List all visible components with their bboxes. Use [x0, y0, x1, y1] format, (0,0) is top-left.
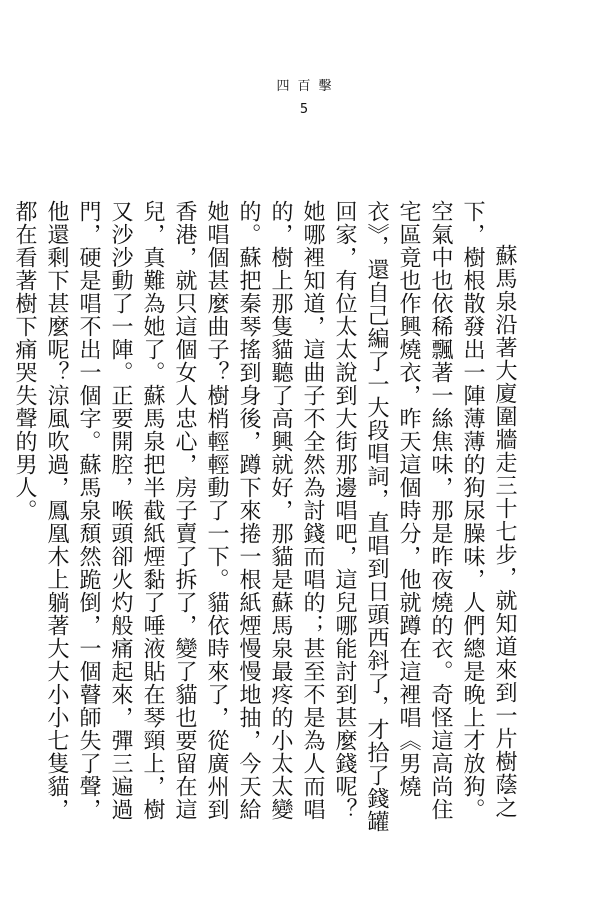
- vertical-body-text: [12, 200, 520, 840]
- page-number: 5: [299, 102, 309, 117]
- book-title: 四百擊: [276, 79, 340, 94]
- page-header: [0, 78, 608, 118]
- story-paragraph: 蘇馬泉沿著大廈圍牆走三十七步，就知道來到一片樹蔭之下，樹根散發出一陣薄薄的狗尿臊味，人們總是晚上才放狗。空氣中也依稀飄著一絲焦味，那是昨夜燒的衣。奇怪這高尚住宅區竟也作興燒衣，昨天這個時分，他就蹲在這裡唱《男燒衣》，還自己編了一大段唱詞，直唱到日頭西斜了，才拾了錢罐回家，有位太太說到大街那邊唱吧，這兒哪能討到甚麼錢呢？她哪裡知道，這曲子不全然為討錢而唱的；甚至不是為人而唱的，樹上那隻貓聽了高興就好，那貓是蘇馬泉最疼的小太太變的。蘇把秦琴搖到身後，蹲下來捲一根紙煙慢慢地抽，今天給她唱個甚麼曲子？樹梢輕輕動了一下。貓依時來了，從廣州到香港，就只這個女人忠心，房子賣了拆了，變了貓也要留在這兒，真難為她了。蘇馬泉把半截紙煙黏了唾液貼在琴頸上，樹又沙沙動了一陣。正要開腔，喉頭卻火灼般痛起來，彈三遍過門，硬是唱不出一個字。蘇馬泉頹然跪倒，一個瞽師失了聲，他還剩下甚麼呢？涼風吹過，鳳凰木上躺著大大小小七隻貓，都在看著樹下痛哭失聲的男人。: [12, 200, 517, 833]
